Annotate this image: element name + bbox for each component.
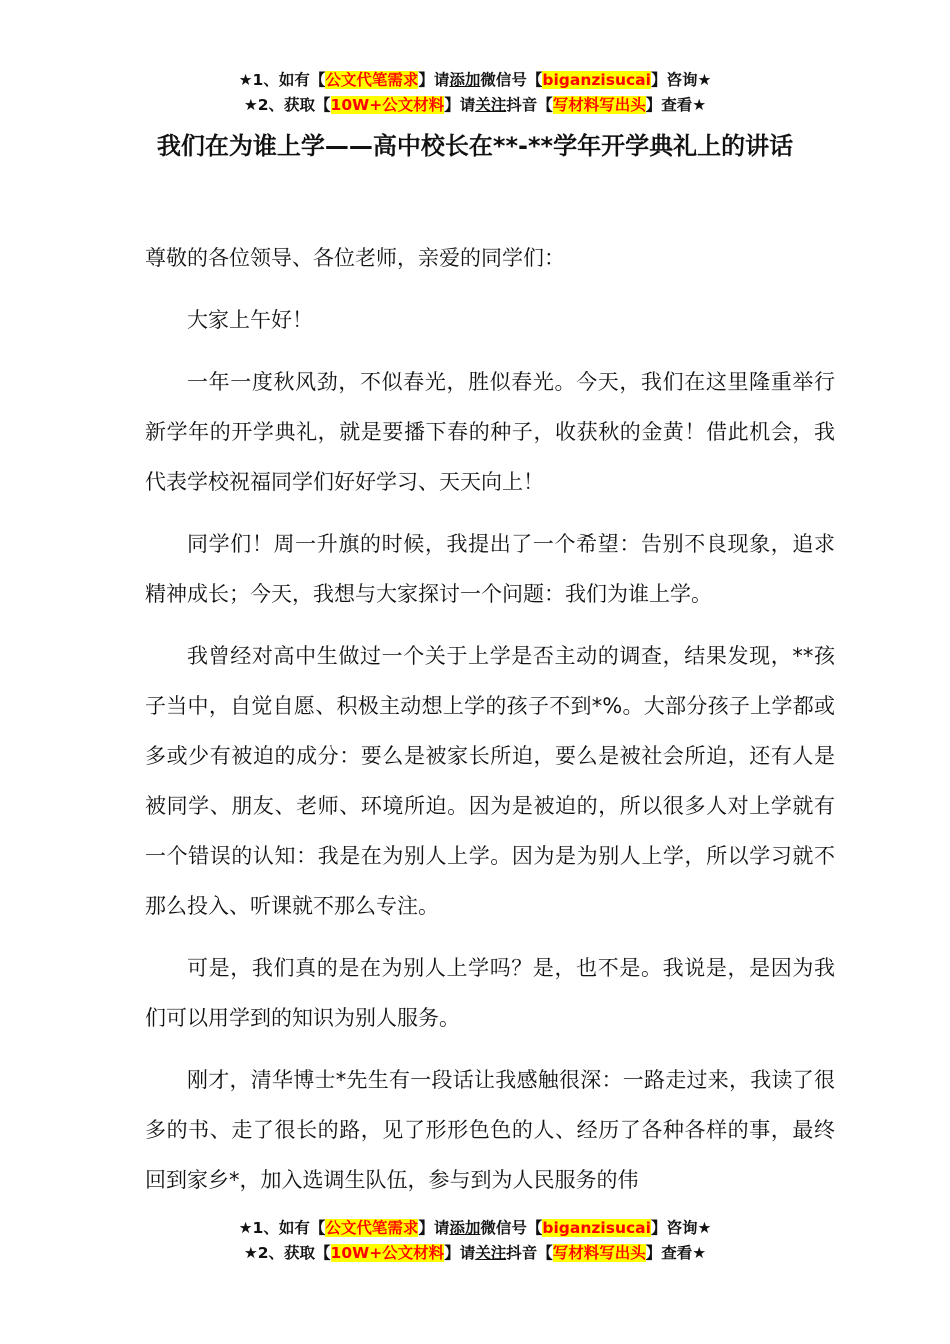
body-paragraph: 我曾经对高中生做过一个关于上学是否主动的调查，结果发现，**孩子当中，自觉自愿、积极主动想上学的孩子不到*%。大部分孩子上学都或多或少有被迫的成分：要么是被家长所迫，要么是被社会所迫，还有人是被同学、朋友、老师、环境所迫。因为是被迫的，所以很多人对上学就有一个错误的认知：我是在为别人上学。因为是为别人上学，所以学习就不那么投入、听课就不那么专注。 — [145, 644, 835, 918]
promo-wechat-id: biganzisucai — [542, 71, 651, 89]
promo-highlight: 10W+公文材料 — [330, 96, 445, 114]
body-paragraph: 同学们！周一升旗的时候，我提出了一个希望：告别不良现象，追求精神成长；今天，我想与大家探讨一个问题：我们为谁上学。 — [145, 532, 835, 606]
promo-line-1 — [0, 68, 950, 93]
promo-text: 】查看★ — [645, 96, 707, 114]
promo-line-1 — [0, 1216, 950, 1241]
promo-emphasis: 添加 — [449, 1219, 481, 1237]
promo-highlight: 10W+公文材料 — [330, 1244, 445, 1262]
promo-text: 】请 — [444, 1244, 476, 1262]
promo-highlight: 公文代笔需求 — [325, 1219, 419, 1237]
document-body — [145, 233, 835, 1217]
promo-text: 】请 — [418, 1219, 450, 1237]
body-paragraph: 可是，我们真的是在为别人上学吗？是，也不是。我说是，是因为我们可以用学到的知识为别人服务。 — [145, 956, 835, 1030]
promo-emphasis: 添加 — [449, 71, 481, 89]
promo-banner-bottom — [0, 1216, 950, 1266]
promo-emphasis: 关注 — [475, 96, 507, 114]
promo-line-2 — [0, 93, 950, 118]
promo-banner-top — [0, 68, 950, 118]
promo-text: ★2、获取【 — [243, 1244, 331, 1262]
promo-text: 】查看★ — [645, 1244, 707, 1262]
promo-line-2 — [0, 1241, 950, 1266]
promo-text: 】咨询★ — [650, 71, 712, 89]
promo-highlight: 公文代笔需求 — [325, 71, 419, 89]
promo-text: ★1、如有【 — [238, 71, 326, 89]
promo-douyin-id: 写材料写出头 — [552, 1244, 646, 1262]
body-paragraph: 刚才，清华博士*先生有一段话让我感触很深：一路走过来，我读了很多的书、走了很长的路，见了形形色色的人、经历了各种各样的事，最终回到家乡*，加入选调生队伍，参与到为人民服务的伟 — [145, 1068, 835, 1192]
promo-emphasis: 关注 — [475, 1244, 507, 1262]
promo-douyin-id: 写材料写出头 — [552, 96, 646, 114]
promo-text: 抖音【 — [506, 96, 553, 114]
greeting: 大家上午好！ — [187, 308, 313, 332]
promo-text: ★1、如有【 — [238, 1219, 326, 1237]
promo-text: 抖音【 — [506, 1244, 553, 1262]
promo-text: 】请 — [418, 71, 450, 89]
salutation: 尊敬的各位领导、各位老师，亲爱的同学们： — [145, 246, 565, 270]
promo-text: ★2、获取【 — [243, 96, 331, 114]
promo-text: 】请 — [444, 96, 476, 114]
promo-text: 微信号【 — [480, 71, 543, 89]
promo-wechat-id: biganzisucai — [542, 1219, 651, 1237]
promo-text: 微信号【 — [480, 1219, 543, 1237]
document-title: 我们在为谁上学——高中校长在**-**学年开学典礼上的讲话 — [156, 132, 794, 160]
promo-text: 】咨询★ — [650, 1219, 712, 1237]
body-paragraph: 一年一度秋风劲，不似春光，胜似春光。今天，我们在这里隆重举行新学年的开学典礼，就是要播下春的种子，收获秋的金黄！借此机会，我代表学校祝福同学们好好学习、天天向上！ — [145, 370, 835, 494]
